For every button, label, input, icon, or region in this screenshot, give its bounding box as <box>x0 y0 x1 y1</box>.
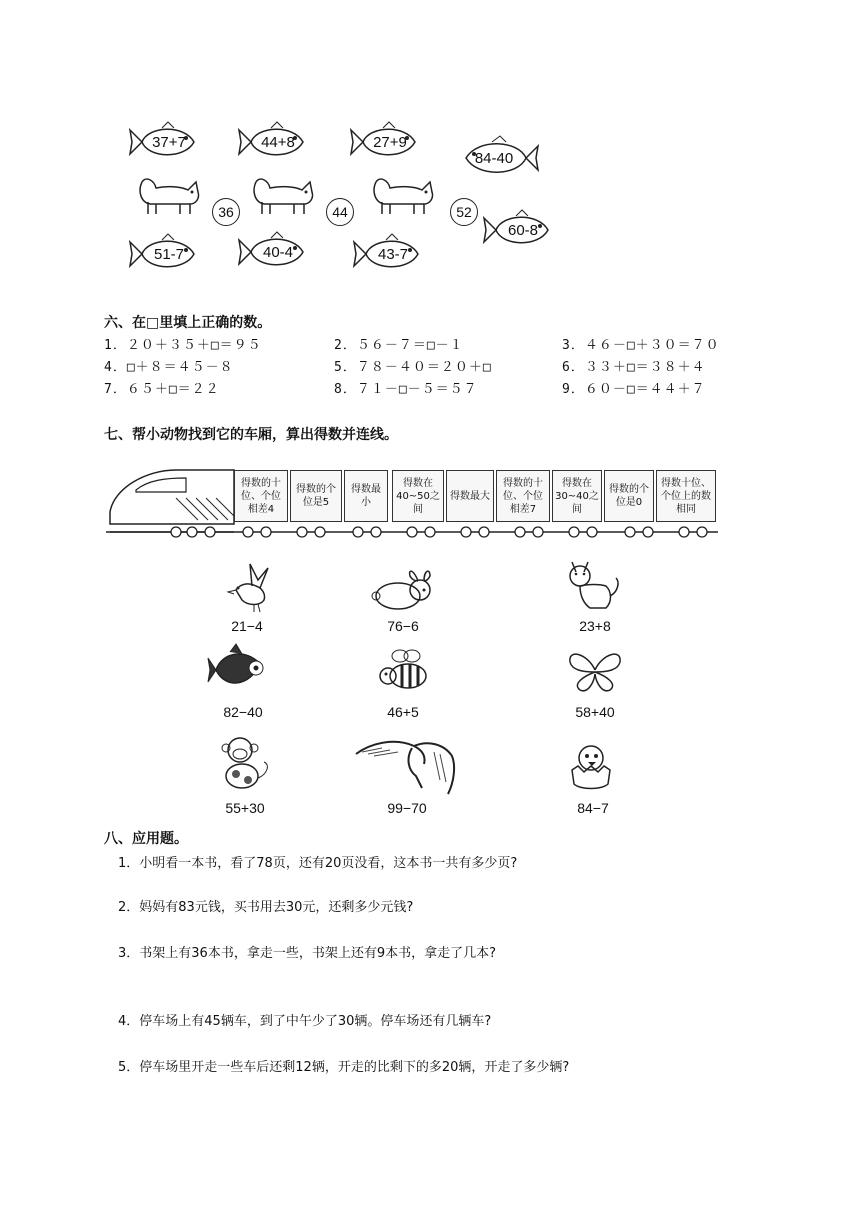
fill-blank-item: 9．６０－□＝４４＋７ <box>562 382 706 397</box>
fill-blank-item: 3．４６－□＋３０＝７０ <box>562 338 720 353</box>
animal-expression: 76−6 <box>387 618 419 634</box>
animal-expression: 23+8 <box>579 618 611 634</box>
animal-expression: 84−7 <box>577 800 609 816</box>
train-car: 得数的个位是5 <box>290 470 342 522</box>
train-car: 得数最大 <box>446 470 494 522</box>
train-wheels <box>106 522 718 540</box>
cat-drawing <box>250 174 316 216</box>
answer-circle: 36 <box>212 198 240 226</box>
fish-card <box>128 120 210 164</box>
answer-circle: 52 <box>450 198 478 226</box>
fish-expression: 44+8 <box>261 133 295 151</box>
fill-blank-item: 6．３３＋□＝３８＋４ <box>562 360 706 375</box>
fish-icon <box>206 642 270 698</box>
train-car: 得数的个位是0 <box>604 470 654 522</box>
fish-expression: 51-7 <box>153 245 185 263</box>
fish-expression: 37+7 <box>152 133 186 151</box>
fill-blank-item: 8．７１－□－５＝５７ <box>334 382 478 397</box>
section7-title: 七、帮小动物找到它的车厢，算出得数并连线。 <box>104 427 398 443</box>
word-problem: 3．书架上有36本书，拿走一些，书架上还有9本书，拿走了几本? <box>118 946 496 961</box>
eagle-icon <box>352 734 460 798</box>
train-car: 得数在30~40之间 <box>552 470 602 522</box>
fill-blank-item: 4．□＋８＝４５－８ <box>104 360 234 375</box>
fish-expression: 43-7 <box>377 245 409 263</box>
train-car: 得数最小 <box>344 470 388 522</box>
word-problem: 4．停车场上有45辆车，到了中午少了30辆。停车场还有几辆车? <box>118 1014 492 1029</box>
train-car: 得数的十位、个位相差4 <box>234 470 288 522</box>
cat-icon <box>566 556 626 614</box>
section6-title: 六、在□里填上正确的数。 <box>104 315 272 331</box>
word-problem: 1．小明看一本书，看了78页，还有20页没看，这本书一共有多少页? <box>118 856 518 871</box>
fill-blank-item: 2．５６－７＝□－１ <box>334 338 464 353</box>
cat-icon <box>250 174 316 216</box>
butterfly-icon <box>562 646 628 696</box>
animal-expression: 55+30 <box>225 800 265 816</box>
train-car: 得数十位、个位上的数相同 <box>656 470 716 522</box>
cat-drawing <box>136 174 202 216</box>
fill-blank-item: 1．２０＋３５＋□＝９５ <box>104 338 262 353</box>
animal-expression: 82−40 <box>223 704 263 720</box>
rabbit-icon <box>368 566 438 612</box>
train-car: 得数在40~50之间 <box>392 470 444 522</box>
cat-drawing <box>370 174 436 216</box>
animal-expression: 99−70 <box>387 800 427 816</box>
fish-card <box>448 134 540 182</box>
fish-card <box>237 230 319 274</box>
fill-blank-item: 7．６５＋□＝２２ <box>104 382 220 397</box>
monkey-icon <box>214 734 272 792</box>
chick-icon <box>566 740 616 792</box>
fish-expression: 60-8 <box>507 221 539 239</box>
fish-card <box>237 120 319 164</box>
fill-blank-item: 5．７８－４０＝２０＋□ <box>334 360 492 375</box>
section8-title: 八、应用题。 <box>104 831 188 847</box>
animal-expression: 58+40 <box>575 704 615 720</box>
train-car: 得数的十位、个位相差7 <box>496 470 550 522</box>
answer-circle: 44 <box>326 198 354 226</box>
fish-expression: 84-40 <box>474 149 514 167</box>
fish-card <box>482 208 564 252</box>
bee-icon <box>370 646 432 696</box>
fish-expression: 27+9 <box>373 133 407 151</box>
word-problem: 2．妈妈有83元钱，买书用去30元，还剩多少元钱? <box>118 900 414 915</box>
word-problem: 5．停车场里开走一些车后还剩12辆，开走的比剩下的多20辆，开走了多少辆? <box>118 1060 570 1075</box>
fish-card <box>349 120 431 164</box>
bird-icon <box>224 560 280 616</box>
fish-expression: 40-4 <box>262 243 294 261</box>
fish-card <box>352 232 434 276</box>
cat-icon <box>370 174 436 216</box>
cat-icon <box>136 174 202 216</box>
animal-expression: 21−4 <box>231 618 263 634</box>
fish-card <box>128 232 210 276</box>
animal-expression: 46+5 <box>387 704 419 720</box>
